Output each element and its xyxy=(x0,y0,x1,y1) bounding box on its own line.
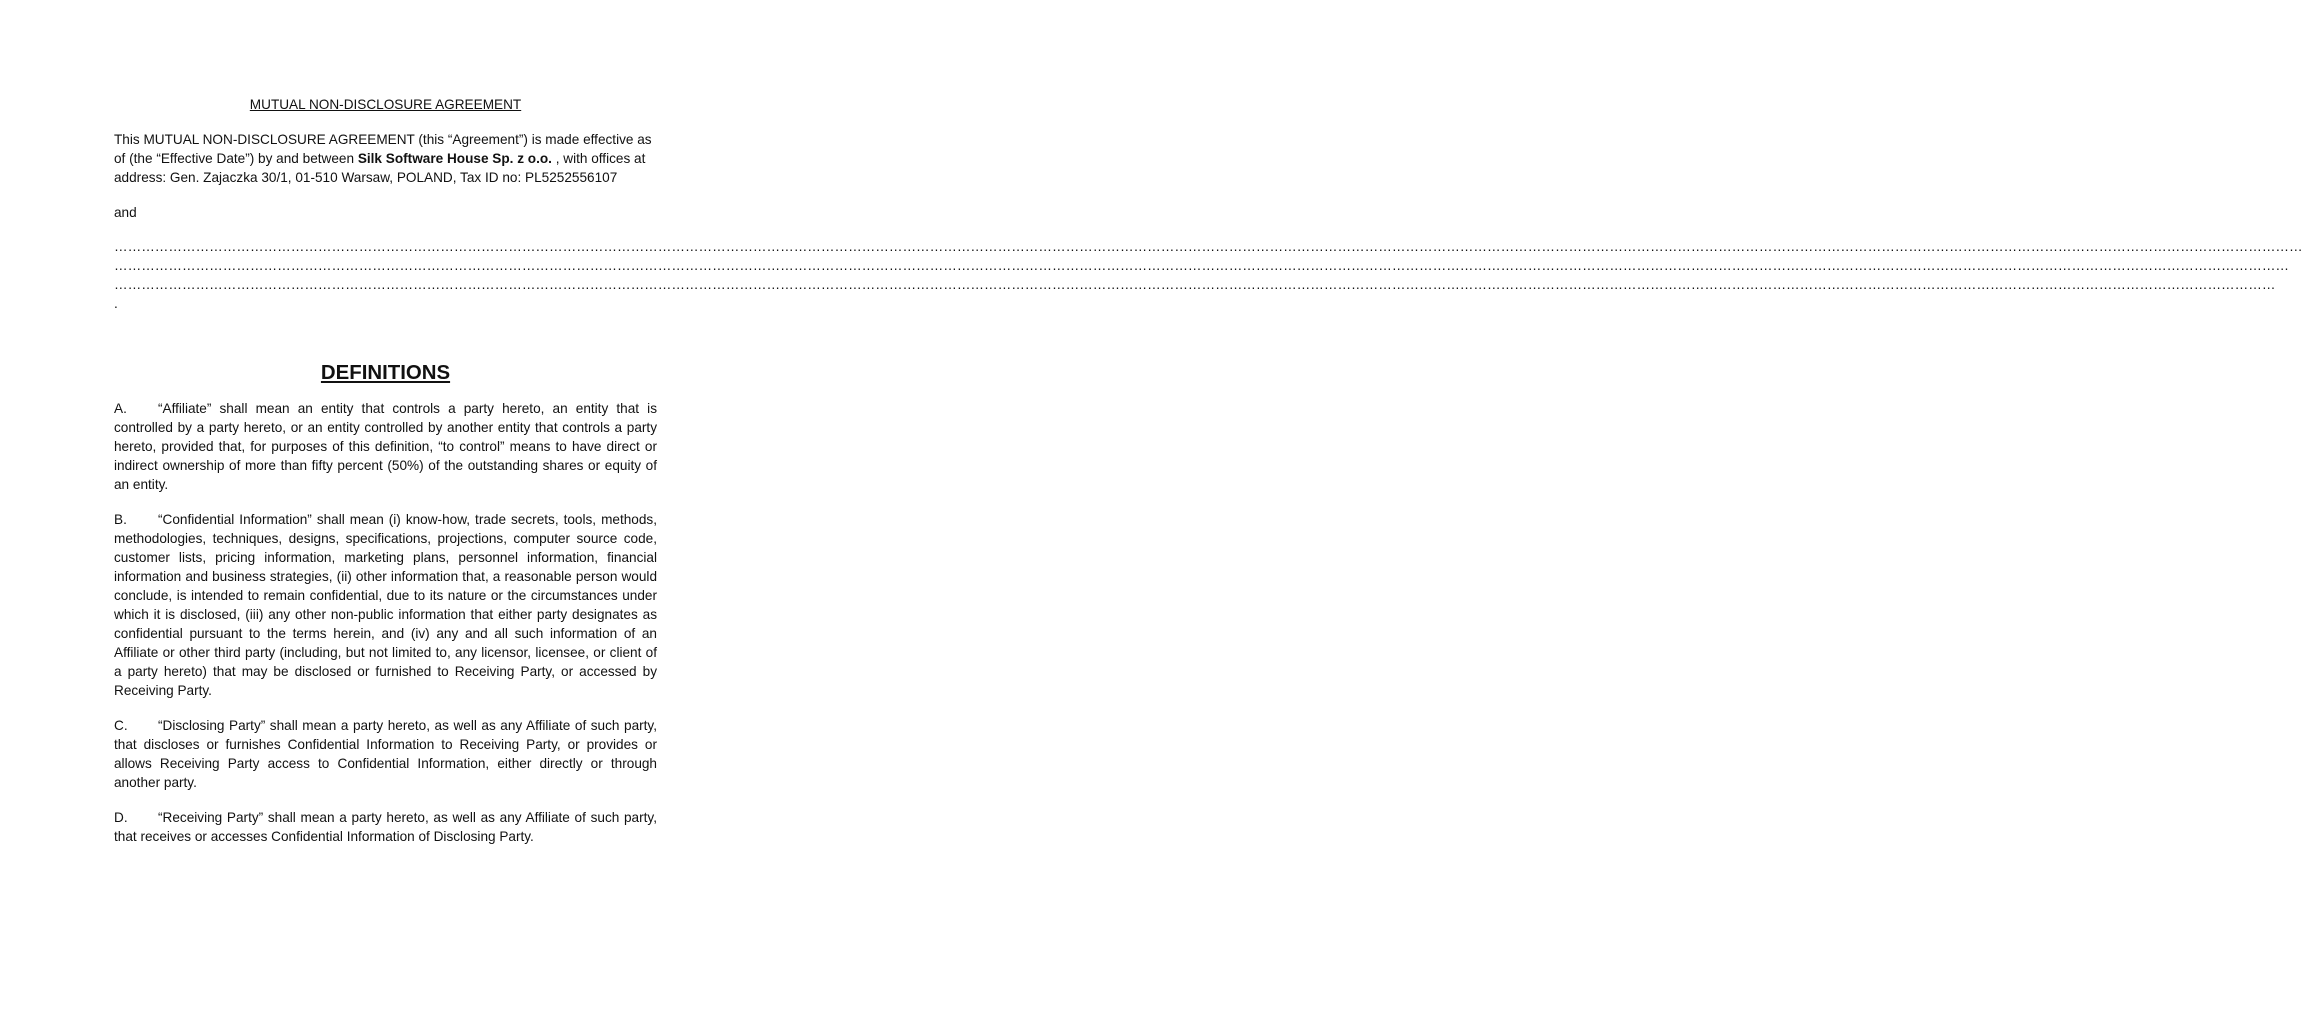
clause-a xyxy=(114,399,657,494)
blank-line-2: ………………………………………………………………………………………………………………………………………………………………………………………………………………………………………………………………………………………………………………………………………………………………………………………………………………………………………… xyxy=(114,258,2289,273)
clause-letter: B. xyxy=(114,512,127,527)
clause-text: “Affiliate” shall mean an entity that controls a party hereto, an entity that is controlled by a party hereto, or an entity controlled by another entity that controls a party hereto, provided that, for purposes of this definition, “to control” means to have direct or indirect ownership of more than fifty percent (50%) of the outstanding shares or equity of an entity. xyxy=(114,401,657,492)
clause-letter: C. xyxy=(114,718,128,733)
and-label: and xyxy=(114,205,137,220)
clause-c xyxy=(114,716,657,792)
clause-text: “Disclosing Party” shall mean a party hereto, as well as any Affiliate of such party, that discloses or furnishes Confidential Information to Receiving Party, or provides or allows Receiving Party access to Confidential Information, either directly or through another party. xyxy=(114,718,657,790)
clause-d xyxy=(114,808,657,846)
blank-line-end: . xyxy=(114,296,118,311)
clause-letter: D. xyxy=(114,810,128,825)
intro-text-part1: This MUTUAL NON-DISCLOSURE AGREEMENT (this “Agreement”) is made effective as of (the “Effective Date”) by and between xyxy=(114,132,652,166)
document-title: MUTUAL NON-DISCLOSURE AGREEMENT xyxy=(249,97,522,112)
intro-text-part2: , with offices at address: Gen. Zajaczka 30/1, 01-510 Warsaw, POLAND, Tax ID no: PL5252556107 xyxy=(114,151,646,185)
definitions-heading: DEFINITIONS xyxy=(320,362,451,384)
document-body xyxy=(114,95,2303,862)
clause-text: “Confidential Information” shall mean (i) know-how, trade secrets, tools, methods, methodologies, techniques, designs, specifications, projections, computer source code, customer lists, pricing information, marketing plans, personnel information, financial information and business strategies, (ii) other information that, a reasonable person would conclude, is intended to remain confidential, due to its nature or the circumstances under which it is disclosed, (iii) any other non-public information that either party designates as confidential pursuant to the terms herein, and (iv) any and all such information of an Affiliate or other third party (including, but not limited to, any licensor, licensee, or client of a party hereto) that may be disclosed or furnished to Receiving Party, or accessed by Receiving Party. xyxy=(114,512,657,698)
company-name: Silk Software House Sp. z o.o. xyxy=(357,151,552,166)
intro-paragraph xyxy=(114,130,657,187)
blank-line-1: …………………………………………………………………………………………………………………………………………………………………………………………………………………………………………………………………………………………………………………………………………………………………………………………………………………………………………… xyxy=(114,239,2303,254)
clause-letter: A. xyxy=(114,401,127,416)
clause-b xyxy=(114,510,657,700)
clause-text: “Receiving Party” shall mean a party hereto, as well as any Affiliate of such party, that receives or accesses Confidential Information of Disclosing Party. xyxy=(114,810,657,844)
blank-line-3: ……………………………………………………………………………………………………………………………………………………………………………………………………………………………………………………………………………………………………………………………………………………………………………………………………………………………………… xyxy=(114,277,2276,292)
